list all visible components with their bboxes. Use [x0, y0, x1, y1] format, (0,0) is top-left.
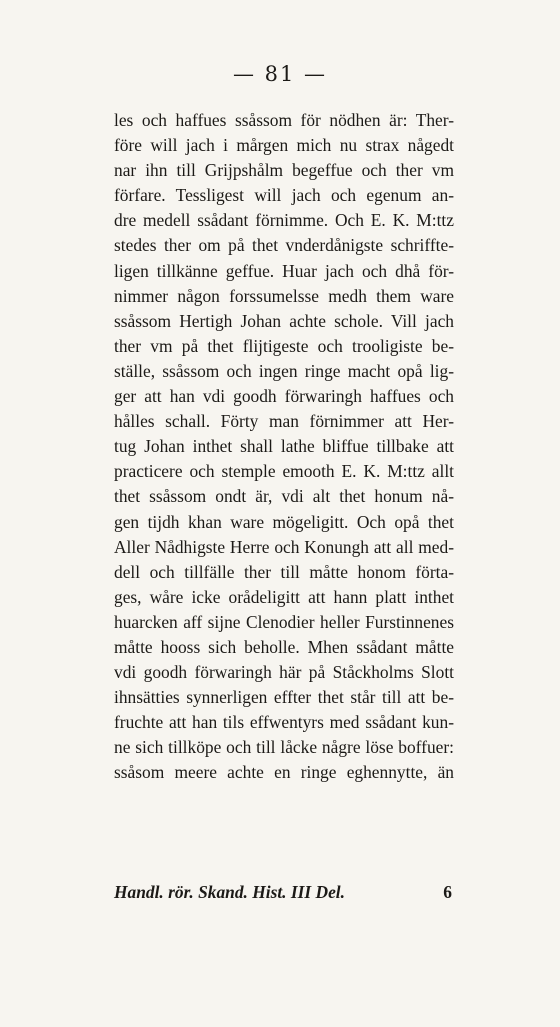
text-line: thet ssåssom ondt är, vdi alt thet honum nå-: [114, 486, 454, 507]
text-line: les och haffues ssåssom för nödhen är: Ther-: [114, 110, 454, 130]
text-line: huarcken aff sijne Clenodier heller Furstinnenes: [114, 611, 454, 632]
text-line: tug Johan inthet shall lathe bliffue tillbake att: [114, 436, 454, 457]
text-line: stedes ther om på thet vnderdånigste schriffte-: [114, 235, 454, 256]
text-line: ges, wåre icke orådeligitt att hann platt inthet: [114, 586, 454, 607]
text-line: Aller Nådhigste Herre och Konungh att all med-: [114, 536, 454, 557]
text-line: ssåssom Hertigh Johan achte schole. Vill jach: [114, 310, 454, 331]
text-line: dre medell ssådant förnimme. Och E. K. M:ttz: [114, 210, 454, 231]
text-line: förfare. Tessligest will jach och egenum an-: [114, 185, 454, 206]
text-line: ställe, ssåssom och ingen ringe macht opå lig-: [114, 360, 454, 381]
text-line: fruchte att han tils effwentyrs med ssådant kun-: [114, 712, 454, 733]
text-line: ligen tillkänne geffue. Huar jach och dhå för-: [114, 260, 454, 281]
text-line: dell och tillfälle ther till måtte honom förta-: [114, 561, 454, 582]
text-line: hålles schall. Förty man förnimmer att Her-: [114, 411, 454, 432]
body-text: [114, 108, 454, 786]
signature-mark: 6: [443, 882, 452, 902]
page-number: — 81 —: [232, 62, 328, 86]
text-line: gen tijdh khan ware mögeligitt. Och opå thet: [114, 511, 454, 532]
text-line: vdi goodh förwaringh här på Ståckholms Slott: [114, 662, 454, 683]
footer-title: Handl. rör. Skand. Hist. III Del.: [114, 882, 345, 902]
text-line: måtte hooss sich beholle. Mhen ssådant måtte: [114, 636, 454, 657]
text-line: ger att han vdi goodh förwaringh haffues och: [114, 386, 454, 407]
text-line: ssåsom meere achte en ringe eghennytte, än: [114, 762, 454, 783]
text-line: före will jach i mårgen mich nu strax någedt: [114, 135, 454, 156]
text-line: practicere och stemple emooth E. K. M:ttz allt: [114, 461, 454, 482]
text-line: ihnsätties synnerligen effter thet står till att be-: [114, 687, 454, 708]
text-line: nar ihn till Grijpshålm begeffue och ther vm: [114, 160, 454, 181]
text-line: nimmer någon forssumelsse medh them ware: [114, 285, 454, 306]
running-footer: [114, 882, 454, 903]
text-line: ne sich tillköpe och till låcke någre löse boffuer:: [114, 737, 454, 758]
text-line: ther vm på thet flijtigeste och trooligiste be-: [114, 335, 454, 356]
